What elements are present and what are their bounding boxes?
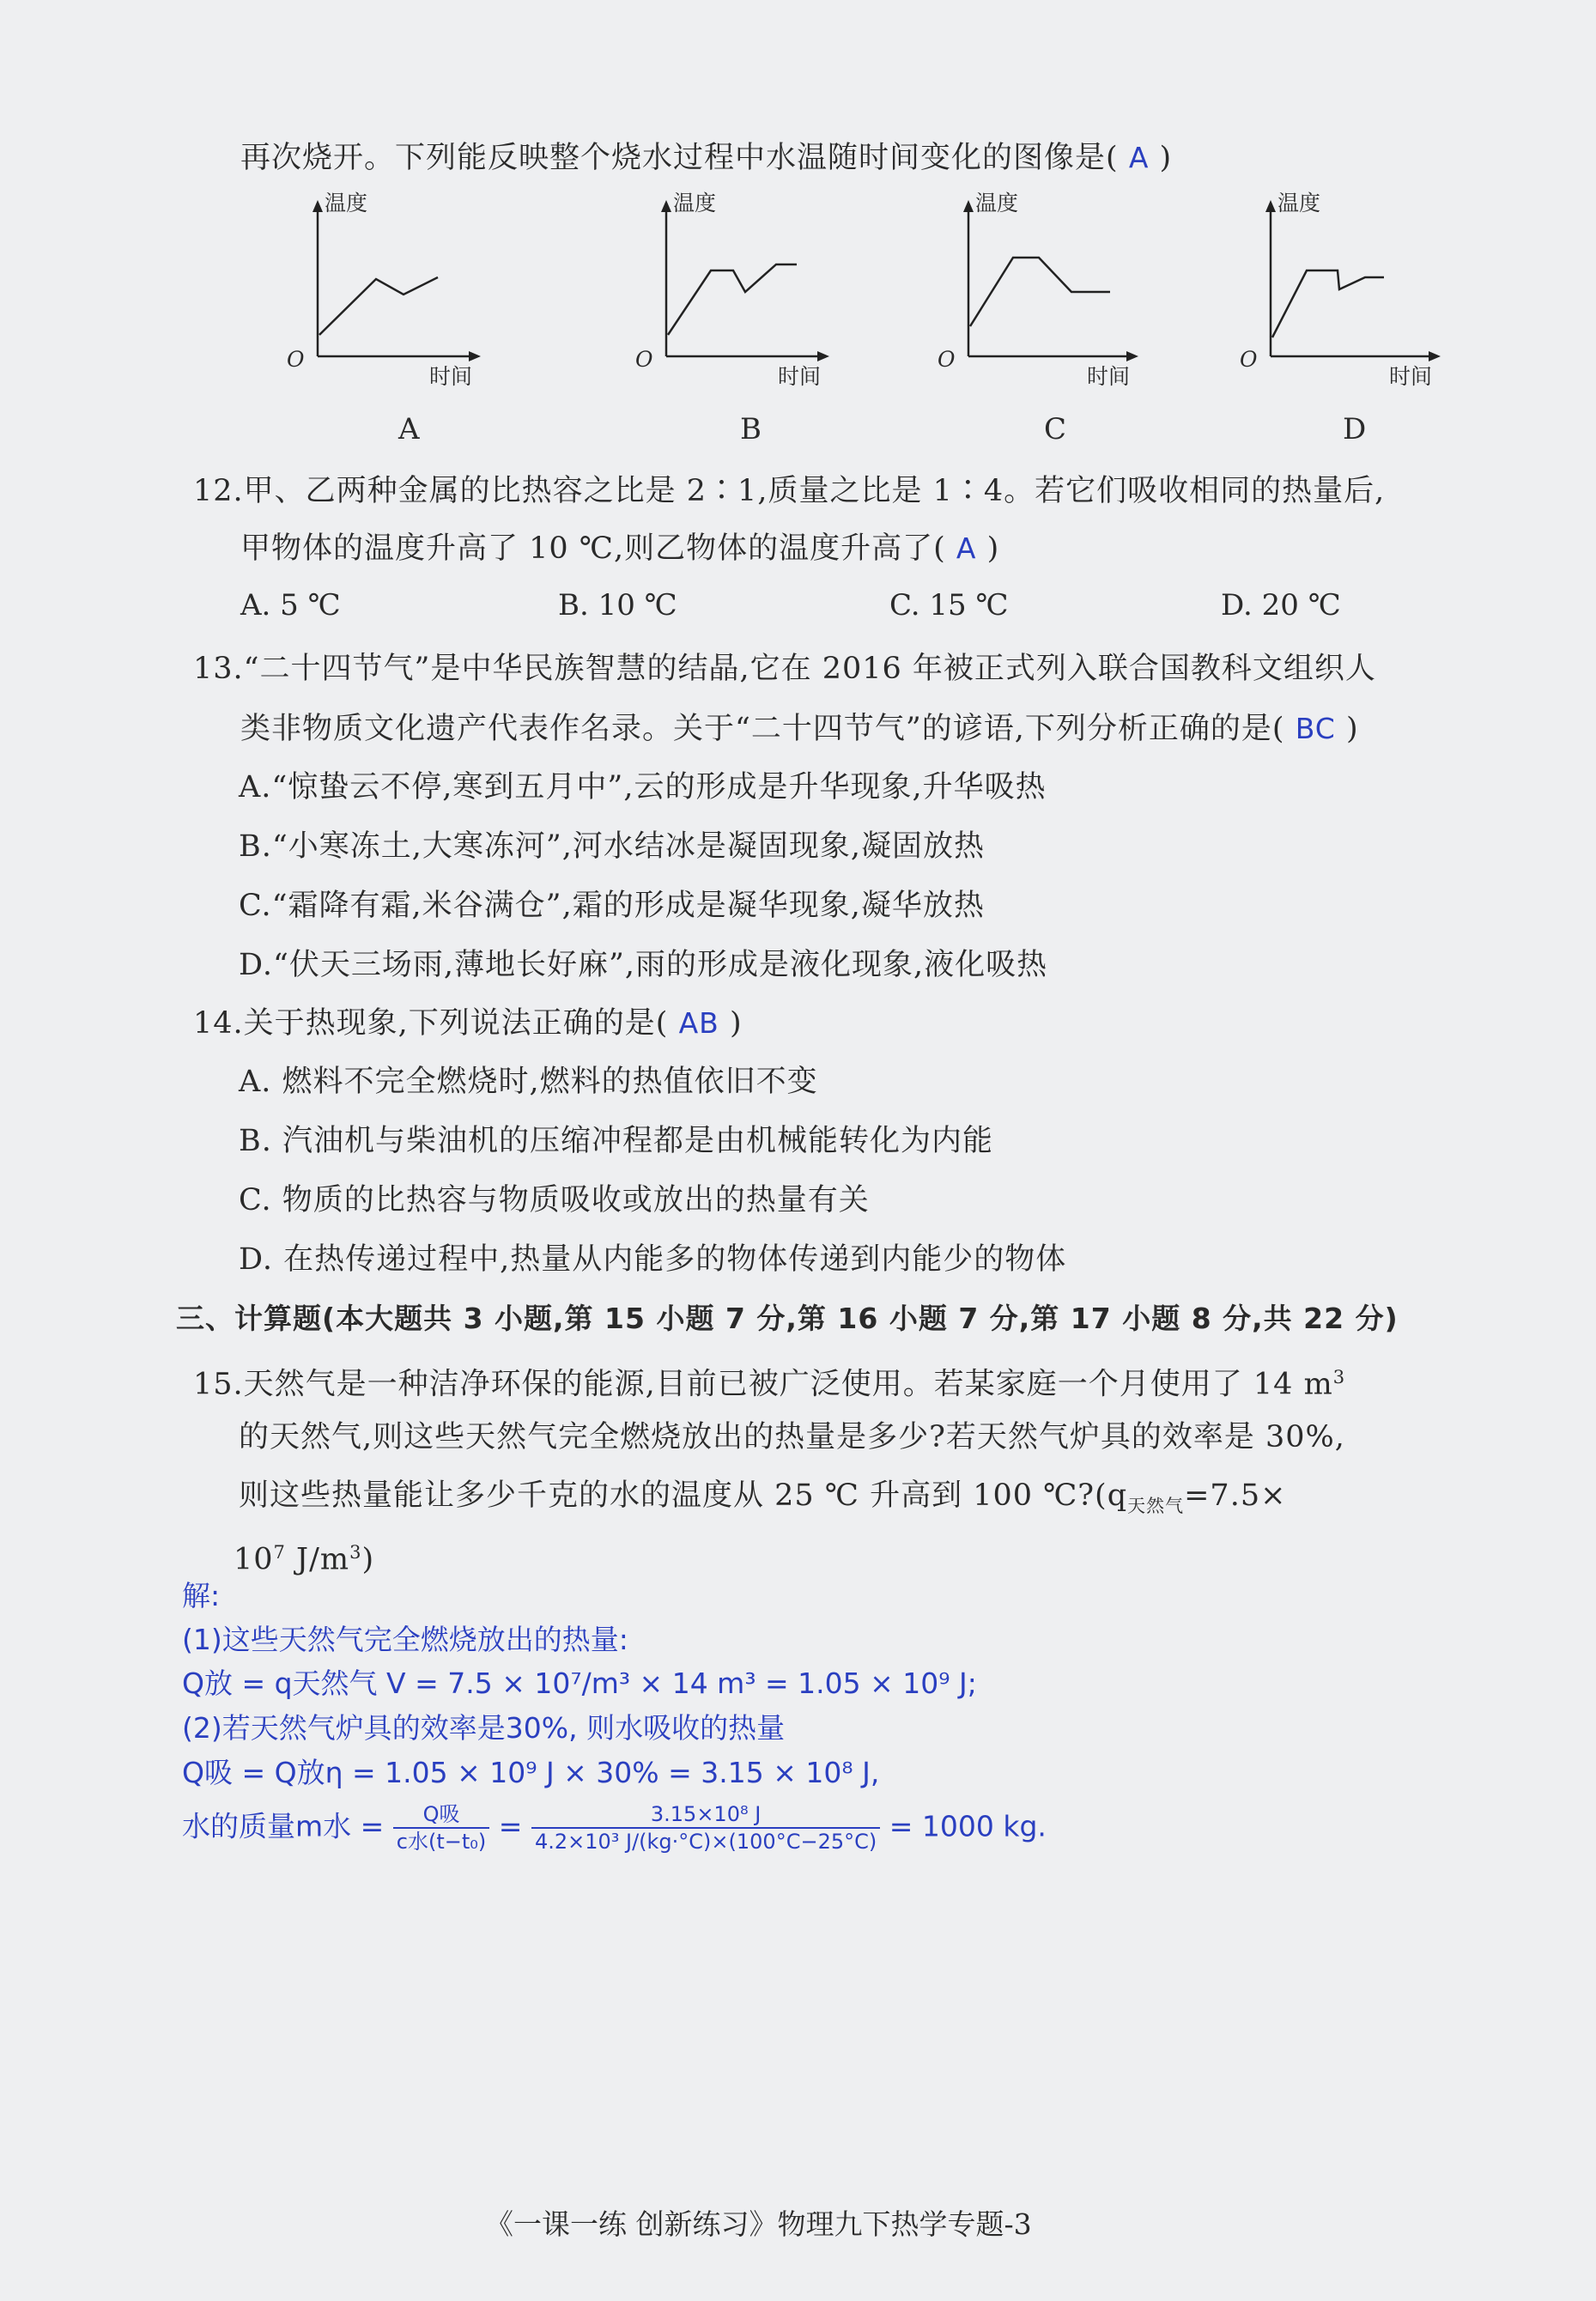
graph-b-xlabel: 时间 xyxy=(778,364,822,389)
graph-c-origin: O xyxy=(938,347,956,372)
q12-line2-text: 甲物体的温度升高了 10 ℃,则乙物体的温度升高了( xyxy=(240,531,946,566)
solution-mass-label: 水的质量m水 = xyxy=(182,1809,385,1843)
q13-option-b: B.“小寒冻土,大寒冻河”,河水结冰是凝固现象,凝固放热 xyxy=(239,829,986,864)
graph-a-xlabel: 时间 xyxy=(429,364,473,389)
q11-answer: A xyxy=(1128,141,1150,174)
solution-fraction-1 xyxy=(393,1801,489,1855)
q14-option-a: A. 燃料不完全燃烧时,燃料的热值依旧不变 xyxy=(239,1065,818,1099)
q14-answer: AB xyxy=(678,1006,719,1040)
graph-d-svg xyxy=(1236,191,1451,389)
q14-option-b: B. 汽油机与柴油机的压缩冲程都是由机械能转化为内能 xyxy=(239,1124,993,1158)
graph-b xyxy=(632,191,838,389)
q15-line1: 15.天然气是一种洁净环保的能源,目前已被广泛使用。若某家庭一个月使用了 14 $m^3$ xyxy=(193,1367,1346,1402)
q13-option-c: C.“霜降有霜,米谷满仓”,霜的形成是凝华现象,凝华放热 xyxy=(239,889,985,923)
q11-stem-text: 再次烧开。下列能反映整个烧水过程中水温随时间变化的图像是( xyxy=(240,141,1119,175)
q14-option-c: C. 物质的比热容与物质吸收或放出的热量有关 xyxy=(239,1183,870,1217)
q15-line1-text: 15.天然气是一种洁净环保的能源,目前已被广泛使用。若某家庭一个月使用了 14 m xyxy=(193,1367,1333,1402)
q14-stem xyxy=(193,1003,743,1044)
graph-a-curve xyxy=(319,277,438,335)
solution-head: 解: xyxy=(182,1579,221,1612)
graph-b-curve xyxy=(668,264,797,335)
q15-line4-end: J/m xyxy=(285,1542,350,1577)
q13-line2 xyxy=(240,708,1359,750)
q13-line1: 13.“二十四节气”是中华民族智慧的结晶,它在 2016 年被正式列入联合国教科文组织人 xyxy=(193,652,1376,686)
q15-line3-text: 则这些热量能让多少千克的水的温度从 25 ℃ 升高到 100 ℃?(q xyxy=(239,1478,1128,1513)
graph-d-label: D xyxy=(1343,412,1367,446)
q12-line1: 12.甲、乙两种金属的比热容之比是 2∶1,质量之比是 1∶4。若它们吸收相同的热量后, xyxy=(193,474,1386,508)
solution-step5 xyxy=(182,1801,1047,1855)
q13-option-a: A.“惊蛰云不停,寒到五月中”,云的形成是升华现象,升华吸热 xyxy=(239,770,1047,804)
q13-close: ) xyxy=(1345,712,1359,746)
fraction-2-numerator: 3.15×10⁸ J xyxy=(531,1801,880,1829)
graph-a-label: A xyxy=(398,412,420,446)
solution-step4: Q吸 = Q放η = 1.05 × 10⁹ J × 30% = 3.15 × 10⁸ J, xyxy=(182,1756,880,1789)
q14-stem-text: 14.关于热现象,下列说法正确的是( xyxy=(193,1006,669,1041)
fraction-2-denominator: 4.2×10³ J/(kg·°C)×(100°C−25°C) xyxy=(534,1830,877,1854)
graph-c-xlabel: 时间 xyxy=(1087,364,1131,389)
graph-b-label: B xyxy=(740,412,762,446)
q14-close: ) xyxy=(729,1006,743,1041)
page-footer: 《一课一练 创新练习》物理九下热学专题-3 xyxy=(485,2207,1032,2241)
section3-title: 三、计算题(本大题共 3 小题,第 15 小题 7 分,第 16 小题 7 分,第 17 小题 8 分,共 22 分) xyxy=(176,1302,1399,1335)
graph-c-label: C xyxy=(1044,412,1067,446)
q12-option-a: A. 5 ℃ xyxy=(240,588,341,622)
solution-step2: Q放 = q天然气 V = 7.5 × 10⁷/m³ × 14 m³ = 1.05 × 10⁹ J; xyxy=(182,1667,977,1700)
graph-a-ylabel: 温度 xyxy=(325,191,368,216)
graph-d-curve xyxy=(1272,270,1384,337)
graph-a-origin: O xyxy=(287,347,305,372)
graph-c xyxy=(934,191,1149,389)
q15-line3-sub: 天然气 xyxy=(1127,1496,1185,1516)
q12-option-b: B. 10 ℃ xyxy=(558,588,677,622)
q12-line2 xyxy=(240,528,999,569)
q15-line2: 的天然气,则这些天然气完全燃烧放出的热量是多少?若天然气炉具的效率是 30%, xyxy=(239,1420,1345,1454)
graph-d xyxy=(1236,191,1451,389)
fraction-1-denominator: c水(t−t₀) xyxy=(396,1830,487,1854)
q15-line3 xyxy=(239,1475,1286,1527)
solution-fraction-2 xyxy=(531,1801,880,1855)
graph-c-curve xyxy=(970,258,1110,326)
q13-line2-text: 类非物质文化遗产代表作名录。关于“二十四节气”的谚语,下列分析正确的是( xyxy=(240,712,1285,746)
q15-line4: $10^7$ $J/m^3$) xyxy=(234,1542,375,1577)
q13-answer: BC xyxy=(1295,712,1336,745)
graph-c-ylabel: 温度 xyxy=(975,191,1019,216)
graph-a xyxy=(283,191,489,389)
solution-step1: (1)这些天然气完全燃烧放出的热量: xyxy=(182,1623,628,1656)
graph-a-svg xyxy=(283,191,489,389)
q12-close: ) xyxy=(986,531,1000,566)
q13-option-d: D.“伏天三场雨,薄地长好麻”,雨的形成是液化现象,液化吸热 xyxy=(239,948,1048,982)
graph-d-ylabel: 温度 xyxy=(1277,191,1321,216)
solution-step3: (2)若天然气炉具的效率是30%, 则水吸收的热量 xyxy=(182,1711,786,1745)
q11-stem xyxy=(240,137,1172,179)
graph-b-origin: O xyxy=(635,347,653,372)
solution-equals: = xyxy=(498,1809,523,1843)
q11-close: ) xyxy=(1159,141,1173,175)
q15-line3-end: =7.5× xyxy=(1184,1478,1287,1513)
graph-b-svg xyxy=(632,191,838,389)
graph-d-xlabel: 时间 xyxy=(1389,364,1433,389)
q15-line4-text: 10 xyxy=(234,1542,274,1577)
q15-line4-close: ) xyxy=(361,1542,375,1577)
q12-option-c: C. 15 ℃ xyxy=(889,588,1009,622)
q12-option-d: D. 20 ℃ xyxy=(1221,588,1341,622)
q12-answer: A xyxy=(956,531,977,565)
graph-d-origin: O xyxy=(1240,347,1258,372)
graph-b-ylabel: 温度 xyxy=(673,191,717,216)
q14-option-d: D. 在热传递过程中,热量从内能多的物体传递到内能少的物体 xyxy=(239,1242,1067,1277)
solution-result: = 1000 kg. xyxy=(889,1809,1047,1843)
fraction-1-numerator: Q吸 xyxy=(393,1801,489,1829)
graph-c-svg xyxy=(934,191,1149,389)
